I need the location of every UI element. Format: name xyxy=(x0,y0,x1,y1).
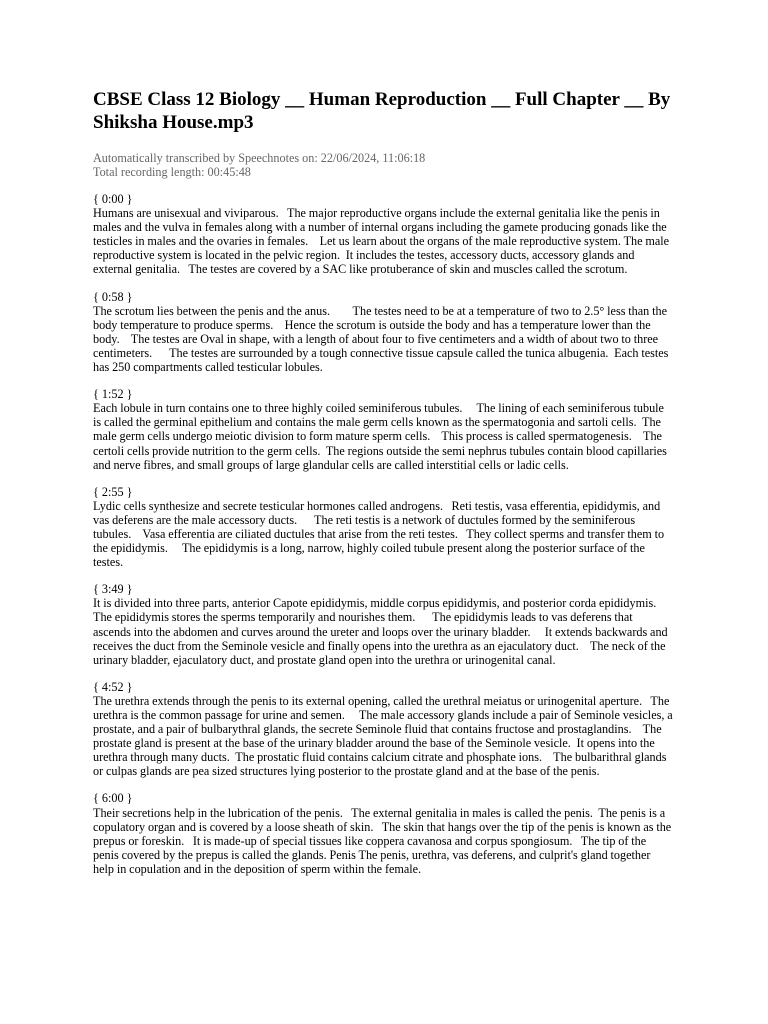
segment-timestamp: { 2:55 } xyxy=(93,484,133,499)
transcript-segment xyxy=(93,192,673,277)
segment-text: The urethra extends through the penis to its external opening, called the urethral meiatus or urinogenital aperture. The urethra is the common passage for urine and semen. The male accessory glands include a pair of Seminole vesicles, a prostate, and a pair of bulbarythral glands, the secrete Seminole fluid that contains fructose and prostaglandins. The prostate gland is present at the base of the urinary bladder around the base of the Seminole vesicle. It opens into the urethra through many ducts. The prostatic fluid contains calcium citrate and phosphate ions. The bulbarithral glands or culpas glands are pea sized structures lying posterior to the prostate gland and at the base of the penis. xyxy=(93,693,676,779)
recording-length-line: Total recording length: 00:45:48 xyxy=(93,165,251,179)
transcript-segment xyxy=(93,791,673,876)
document-page xyxy=(93,88,676,889)
segment-text: Their secretions help in the lubrication of the penis. The external genitalia in males is called the penis. The penis is a copulatory organ and is covered by a loose sheath of skin. The skin that hangs over the tip of the penis is known as the prepus or foreskin. It is made-up of special tissues like coppera cavanosa and corpus spongiosum. The tip of the penis covered by the prepus is called the glands. Penis The penis, urethra, vas deferens, and culprit's gland together help in copulation and in the deposition of sperm within the female. xyxy=(93,805,675,876)
segment-text: Lydic cells synthesize and secrete testicular hormones called androgens. Reti testis, vasa efferentia, epididymis, and vas deferens are the male accessory ducts. The reti testis is a network of ductules formed by the seminiferous tubules. Vasa efferentia are ciliated ductules that arise from the reti testes. They collect sperms and transfer them to the epididymis. The epididymis is a long, narrow, highly coiled tubule present along the posterior surface of the testes. xyxy=(93,498,667,570)
segment-timestamp: { 3:49 } xyxy=(93,582,133,597)
segment-timestamp: { 4:52 } xyxy=(93,679,133,694)
segment-timestamp: { 6:00 } xyxy=(93,791,133,806)
transcript-segment xyxy=(93,290,673,375)
transcribed-by-line: Automatically transcribed by Speechnotes on: 22/06/2024, 11:06:18 xyxy=(93,151,426,165)
transcript-segment xyxy=(93,582,673,667)
segment-text: It is divided into three parts, anterior Capote epididymis, middle corpus epididymis, and posterior corda epididymis. The epididymis stores the sperms temporarily and nourishes them. The epididymis leads to vas deferens that ascends into the abdomen and curves around the ureter and loops over the urinary bladder. It extends backwards and receives the duct from the Seminole vesicle and finally opens into the urethra as an ejaculatory duct. The neck of the urinary bladder, ejaculatory duct, and prostate gland open into the urethra or urinogenital canal. xyxy=(93,596,671,667)
transcript-segment xyxy=(93,387,673,472)
segment-timestamp: { 0:58 } xyxy=(93,289,133,304)
transcript-segment xyxy=(93,679,676,779)
segment-text: Humans are unisexual and viviparous. The major reproductive organs include the external genitalia like the penis in males and the vulva in females along with a number of internal organs including the gamete producing gonads like the testicles in males and the ovaries in females. Let us learn about the organs of the male reproductive system. The male reproductive system is located in the pelvic region. It includes the testes, accessory ducts, accessory glands and external genitalia. The testes are covered by a SAC like protuberance of skin and muscles called the scrotum. xyxy=(93,206,672,277)
document-title: CBSE Class 12 Biology __ Human Reproduction __ Full Chapter __ By Shiksha House.mp3 xyxy=(93,89,671,133)
segment-text: Each lobule in turn contains one to three highly coiled seminiferous tubules. The lining of each seminiferous tubule is called the germinal epithelium and contains the male germ cells known as the spermatogonia and sartoli cells. The male germ cells undergo meiotic division to form mature sperm cells. This process is called spermatogenesis. The certoli cells provide nutrition to the germ cells. The regions outside the semi nephrus tubules contain blood capillaries and nerve fibres, and small groups of large glandular cells are called interstitial cells or ladic cells. xyxy=(93,401,670,472)
segment-timestamp: { 1:52 } xyxy=(93,387,133,402)
transcript-segment xyxy=(93,485,673,570)
segment-text: The scrotum lies between the penis and the anus. The testes need to be at a temperature of two to 2.5° less than the body temperature to produce sperms. Hence the scrotum is outside the body and has a temperature lower than the body. The testes are Oval in shape, with a length of about four to five centimeters and a width of about two to three centimeters. The testes are surrounded by a tough connective tissue capsule called the tunica albugenia. Each testes has 250 compartments called testicular lobules. xyxy=(93,303,672,375)
transcription-meta xyxy=(93,151,673,179)
segment-timestamp: { 0:00 } xyxy=(93,192,133,206)
